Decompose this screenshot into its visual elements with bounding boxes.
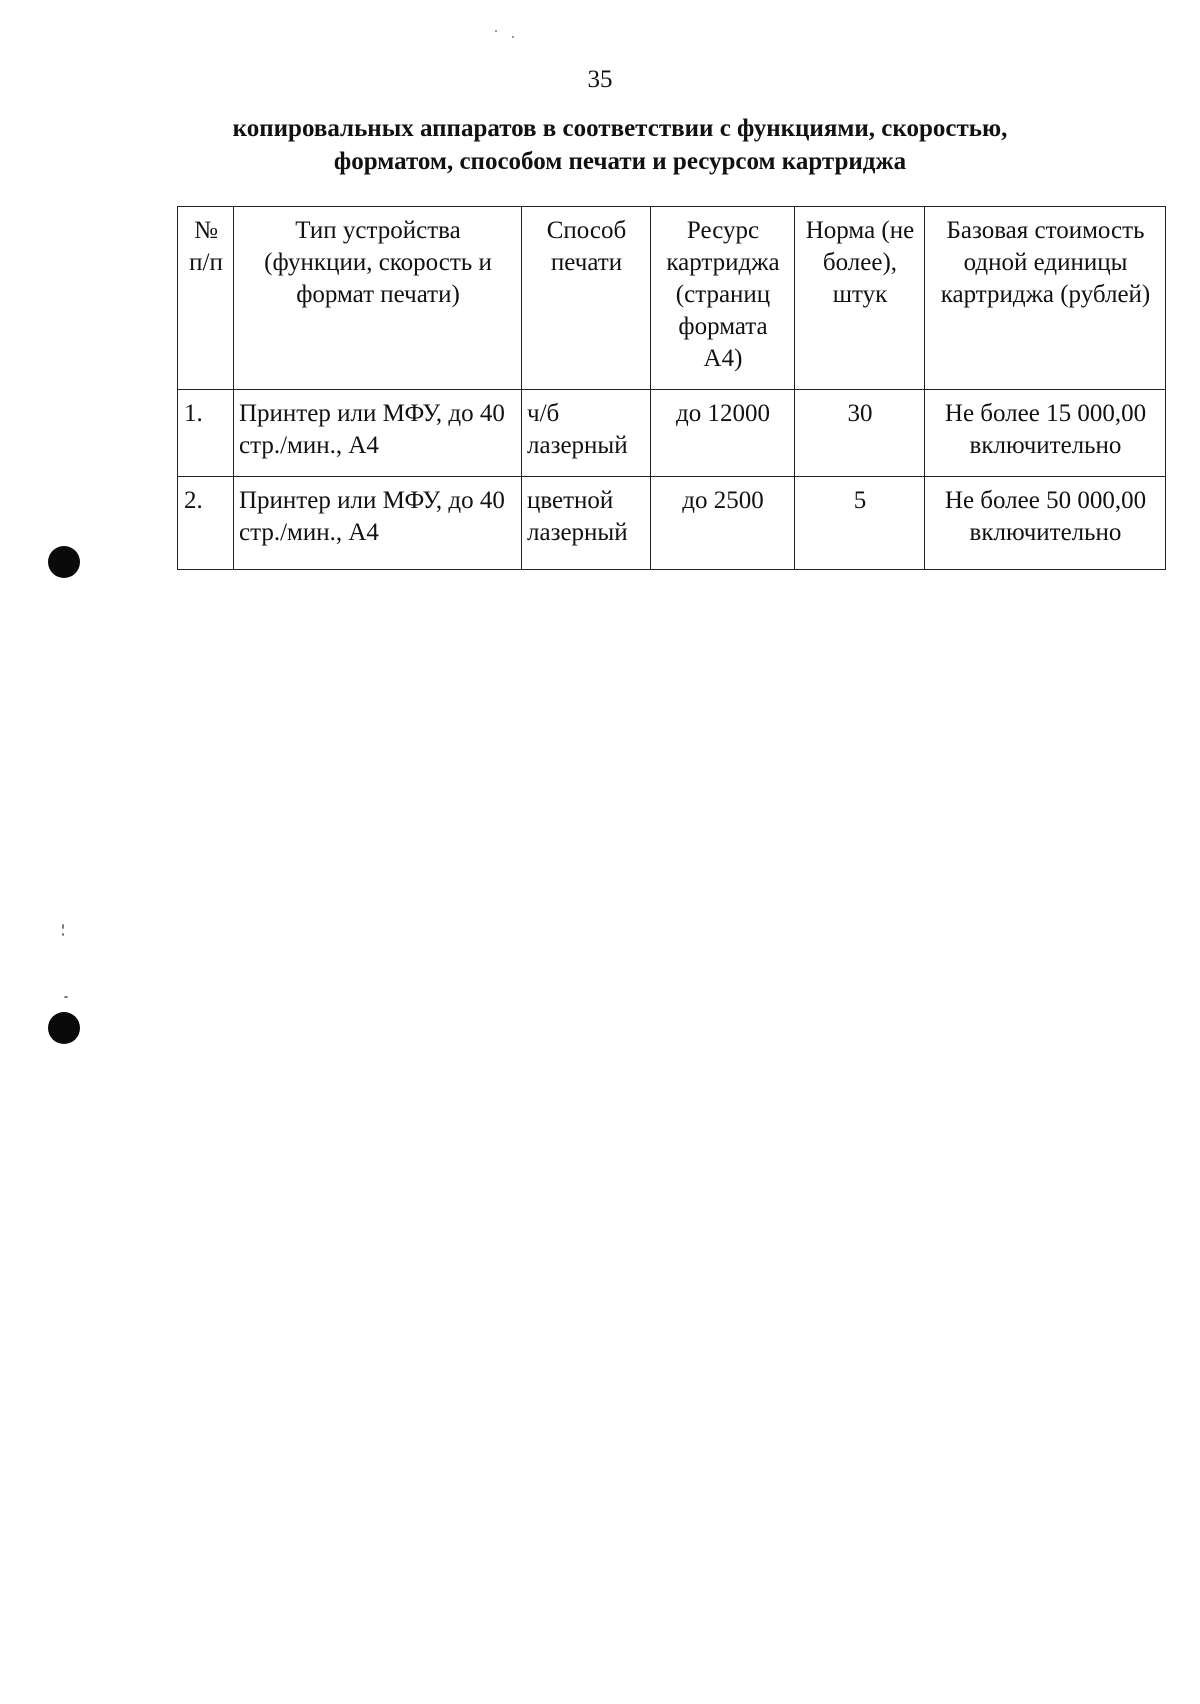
- table-row: [178, 477, 1166, 570]
- cell-base-cost: Не более 15 000,00 включительно: [925, 390, 1166, 477]
- document-heading: [160, 112, 1080, 178]
- heading-line-2: форматом, способом печати и ресурсом картриджа: [333, 148, 907, 175]
- cell-cartridge-resource: до 12000: [651, 390, 795, 477]
- cell-num: 2.: [178, 477, 234, 570]
- cartridge-norms-table: [177, 206, 1166, 570]
- header-num: № п/п: [178, 207, 234, 390]
- header-base-cost: Базовая стоимость одной единицы картриджа (рублей): [925, 207, 1166, 390]
- header-norm: Норма (не более), штук: [795, 207, 925, 390]
- scan-speck: [62, 933, 64, 936]
- punch-hole-bottom: [48, 1012, 80, 1044]
- cell-cartridge-resource: до 2500: [651, 477, 795, 570]
- page-number: 35: [587, 66, 613, 93]
- cell-print-method: ч/б лазерный: [522, 390, 651, 477]
- cell-print-method: цветной лазерный: [522, 477, 651, 570]
- table-row: [178, 390, 1166, 477]
- scan-speck: [495, 30, 497, 32]
- header-device-type: Тип устройства (функции, скорость и формат печати): [234, 207, 522, 390]
- header-cartridge-resource: Ресурс картриджа (страниц формата А4): [651, 207, 795, 390]
- table-header-row: [178, 207, 1166, 390]
- cell-num: 1.: [178, 390, 234, 477]
- cell-norm: 30: [795, 390, 925, 477]
- scan-speck: [62, 924, 64, 929]
- punch-hole-top: [48, 546, 80, 578]
- scan-speck: [512, 36, 514, 38]
- cell-device-type: Принтер или МФУ, до 40 стр./мин., А4: [234, 390, 522, 477]
- header-print-method: Способ печати: [522, 207, 651, 390]
- heading-line-1: копировальных аппаратов в соответствии с функциями, скоростью,: [232, 115, 1008, 142]
- scan-speck: [64, 996, 68, 998]
- cell-base-cost: Не более 50 000,00 включительно: [925, 477, 1166, 570]
- cell-device-type: Принтер или МФУ, до 40 стр./мин., А4: [234, 477, 522, 570]
- cell-norm: 5: [795, 477, 925, 570]
